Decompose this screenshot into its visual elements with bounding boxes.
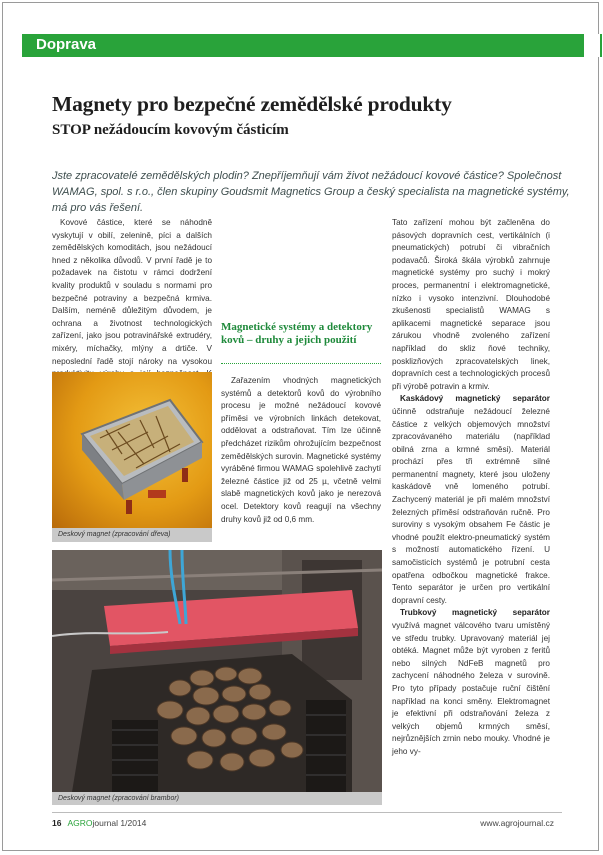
footer-url[interactable]: www.agrojournal.cz <box>480 818 554 828</box>
section-bar <box>22 34 602 57</box>
section-label: Doprava <box>36 36 97 53</box>
kaskadovy-text: účinně odstraňuje nežádoucí železné částice z velkých objemových množství zpracovávaného materiálu (například obilná zrna a krmné směsi). Materiál prochází přes tři extrémně silné permanentní magnety, které jsou uloženy kaskádově vně lomeného potrubí. Zachycený materiál je při malém množství železných příměsí odstraňován ručně. Pro suroviny s vysokým obsahem Fe částic je vhodné použít elektro-pneumatický systém s možností automatického řízení. U samočisticích systémů je potrubní cesta opatřena odbočkou magnetické frakce. Tento separátor je určen pro vertikální dopravní cesty. <box>392 406 550 605</box>
photo-plate-magnet-potatoes-image <box>52 550 382 792</box>
article-title: Magnety pro bezpečné zemědělské produkty <box>52 92 452 116</box>
photo1-caption: Deskový magnet (zpracování dřeva) <box>52 528 212 542</box>
column-3 <box>392 217 550 759</box>
col3-paragraph-kaskadovy <box>392 393 550 607</box>
col1-paragraph: Kovové částice, které se náhodně vyskytují v obilí, zelenině, píci a dalších zemědělských komoditách, jsou nežádoucí hned z několika důvodů. V první řadě je to požadavek na čistotu v rámci dodržení kvality produktů v souladu s normami pro bezpečné potraviny a bezpečná krmiva. Dalším, neméně důležitým důvodem, je ochrana a životnost technologických zařízení, jako jsou potravinářské extrudéry, mixéry, míchačky, mlýny a drtiče. V neposlední řadě stojí nároky na vysokou <box>52 218 212 366</box>
magazine-name-agro: AGRO <box>67 818 93 828</box>
footer-left <box>52 818 146 828</box>
col3-paragraph-trubkovy <box>392 607 550 758</box>
column-2 <box>221 375 381 526</box>
trubkovy-title: Trubkový magnetický separátor <box>400 608 550 618</box>
col2-paragraph: Zařazením vhodných magnetických systémů a detektorů kovů do výrobního procesu je možné nežádoucí kovové příměsi ve výrobních linkách detekovat, oddělovat a odstraňovat. Tím lze účinně předcházet rizikům ohrožujícím bezpečnost zemědělských surovin. Magnetické systémy vyráběné firmou WAMAG spolehlivě zachytí železné částice již od 25 µ, včetně velmi slabě magnetických kovů jako je nerezová ocel. Detektory kovů reagují na všechny druhy kovů již od 0,6 mm. <box>221 376 381 524</box>
article-subtitle: STOP nežádoucím kovovým částicím <box>52 122 289 138</box>
article-lead: Jste zpracovatelé zemědělských plodin? Znepříjemňují vám život nežádoucí kovové částice? Společnost WAMAG, spol. s r.o., člen skupiny Goudsmit Magnetics Group a český specialista na magnetické systémy, má pro vás řešení. <box>52 170 570 214</box>
photo-plate-magnet-wood <box>52 372 212 528</box>
photo-plate-magnet-wood-image <box>52 372 212 528</box>
page-number: 16 <box>52 818 62 828</box>
col3-paragraph-1: Tato zařízení mohou být začleněna do pásových dopravních cest, vertikálních (i pneumatických) potrubí či vibračních podavačů. Široká škála výrobků zahrnuje magnetické systémy pro suchý i mokrý proces, permanentní i elektromagnetické, nízko i vysoko intenzivní. Dlouhodobé zkušenosti specialistů WAMAG s aplikacemi magnetické separace jsou zárukou vhodně zvoleného zařízení například do skliz ňové techniky, posklizňových zpracovatelských linek, dopravních cest a technologických procesů při výrobě potravin a krmiv. <box>392 218 550 391</box>
magazine-issue: journal 1/2014 <box>92 818 147 828</box>
photo2-caption: Deskový magnet (zpracování brambor) <box>52 792 382 805</box>
section-bar-tab <box>584 34 600 57</box>
footer-divider <box>52 812 562 813</box>
col2-heading: Magnetické systémy a detektory kovů – druhy a jejich použití <box>221 321 373 346</box>
photo-plate-magnet-potatoes <box>52 550 382 792</box>
trubkovy-text: využívá magnet válcového tvaru umístěný ve středu trubky. Upravovaný materiál jej obtéká. Magnet může být vyroben z feritů nebo silných NdFeB magnetů pro zachycení náhodného železa v surovině. Pro tyto případy postačuje ruční čištění například na konci směny. Elektromagnet je efektivní při odstraňování železa z velkých objemů krmných směsí, nejrůznějších zrnin nebo mouky. Vhodné je jeho vy- <box>392 621 550 756</box>
heading-divider <box>221 363 381 364</box>
kaskadovy-title: Kaskádový magnetický separátor <box>400 394 550 404</box>
